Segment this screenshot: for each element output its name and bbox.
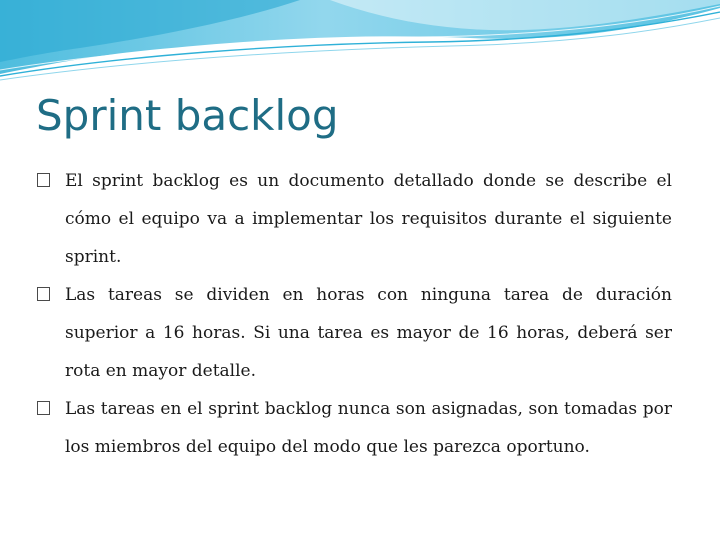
- square-bullet-icon: [37, 287, 50, 301]
- bullet-text: El sprint backlog es un documento detallado donde se describe el cómo el equipo va a implementar los requisitos durante el siguiente sprint.: [65, 171, 672, 267]
- header-wave-decoration: [0, 0, 720, 90]
- bullet-list: [36, 162, 672, 466]
- bullet-text: Las tareas se dividen en horas con ninguna tarea de duración superior a 16 horas. Si una tarea es mayor de 16 horas, deberá ser rota en mayor detalle.: [65, 285, 672, 381]
- square-bullet-icon: [37, 173, 50, 187]
- bullet-text: Las tareas en el sprint backlog nunca son asignadas, son tomadas por los miembros del equipo del modo que les parezca oportuno.: [65, 399, 672, 457]
- slide-title: Sprint backlog: [36, 91, 339, 140]
- square-bullet-icon: [37, 401, 50, 415]
- bullet-item: [36, 162, 672, 276]
- bullet-item: [36, 276, 672, 390]
- bullet-item: [36, 390, 672, 466]
